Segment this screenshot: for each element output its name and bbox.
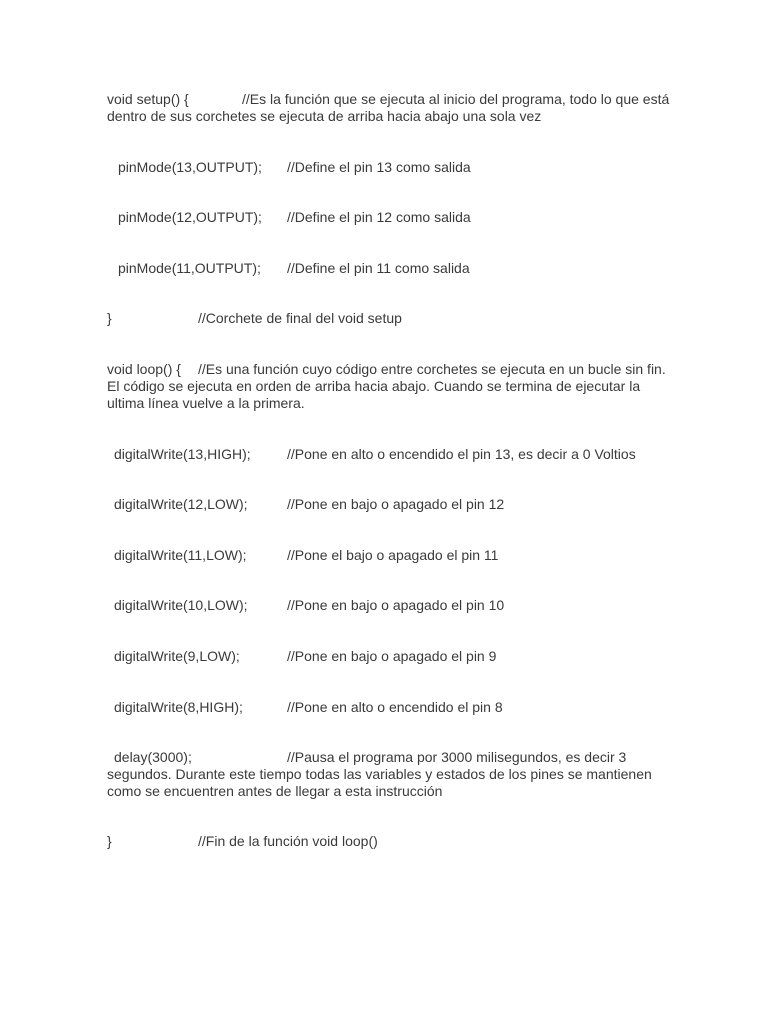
digitalwrite-13-code: digitalWrite(13,HIGH);	[114, 446, 251, 462]
delay-comment: //Pausa el programa por 3000 milisegundos, es decir 3	[287, 749, 627, 765]
digitalwrite-8-comment: //Pone en alto o encendido el pin 8	[287, 699, 503, 715]
digitalwrite-8-code: digitalWrite(8,HIGH);	[114, 699, 243, 715]
loop-close-code: }	[107, 833, 112, 849]
pinmode-13-code: pinMode(13,OUTPUT);	[118, 159, 262, 175]
digitalwrite-11-code: digitalWrite(11,LOW);	[114, 547, 247, 563]
setup-close-code: }	[107, 310, 112, 326]
digitalwrite-9-code: digitalWrite(9,LOW);	[114, 648, 240, 664]
pinmode-12-comment: //Define el pin 12 como salida	[287, 209, 471, 225]
digitalwrite-12-code: digitalWrite(12,LOW);	[114, 496, 248, 512]
setup-open-code: void setup() {	[107, 91, 189, 107]
loop-open-continuation-2: ultima línea vuelve a la primera.	[107, 395, 305, 411]
delay-continuation-1: segundos. Durante este tiempo todas las variables y estados de los pines se mantienen	[107, 766, 652, 782]
loop-close-comment: //Fin de la función void loop()	[198, 833, 378, 849]
loop-open-code: void loop() {	[107, 361, 181, 377]
delay-continuation-2: como se encuentren antes de llegar a esta instrucción	[107, 783, 443, 799]
loop-open-continuation-1: El código se ejecuta en orden de arriba hacia abajo. Cuando se termina de ejecutar la	[107, 378, 641, 394]
pinmode-13-comment: //Define el pin 13 como salida	[287, 159, 471, 175]
setup-open-continuation: dentro de sus corchetes se ejecuta de arriba hacia abajo una sola vez	[107, 108, 542, 124]
digitalwrite-10-code: digitalWrite(10,LOW);	[114, 597, 248, 613]
setup-close-comment: //Corchete de final del void setup	[198, 310, 402, 326]
digitalwrite-10-comment: //Pone en bajo o apagado el pin 10	[287, 597, 505, 613]
digitalwrite-13-comment: //Pone en alto o encendido el pin 13, es decir a 0 Voltios	[287, 446, 636, 462]
digitalwrite-11-comment: //Pone el bajo o apagado el pin 11	[287, 547, 499, 563]
digitalwrite-9-comment: //Pone en bajo o apagado el pin 9	[287, 648, 497, 664]
pinmode-11-comment: //Define el pin 11 como salida	[287, 260, 470, 276]
loop-open-comment: //Es una función cuyo código entre corchetes se ejecuta en un bucle sin fin.	[198, 361, 666, 377]
delay-code: delay(3000);	[114, 749, 192, 765]
pinmode-11-code: pinMode(11,OUTPUT);	[118, 260, 261, 276]
digitalwrite-12-comment: //Pone en bajo o apagado el pin 12	[287, 496, 505, 512]
setup-open-comment: //Es la función que se ejecuta al inicio del programa, todo lo que está	[242, 91, 670, 107]
pinmode-12-code: pinMode(12,OUTPUT);	[118, 209, 262, 225]
